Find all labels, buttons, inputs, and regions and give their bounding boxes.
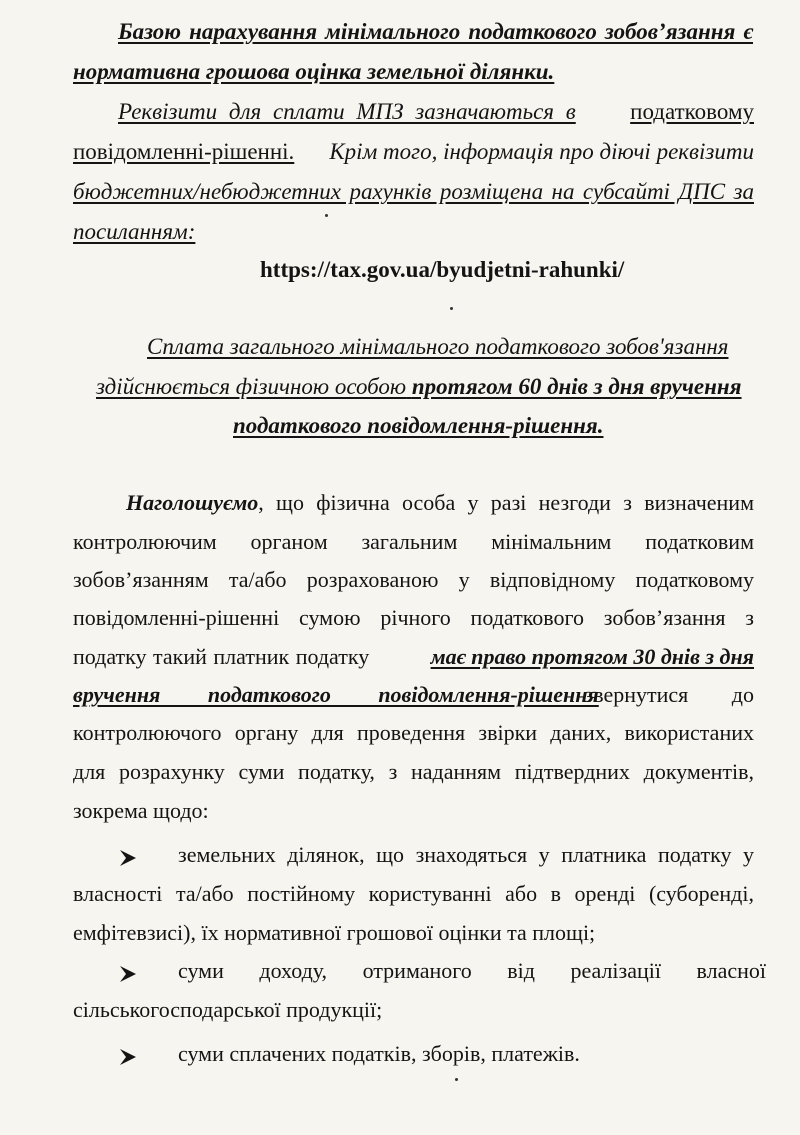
notice-line-8: для розрахунку суми податку, з наданням підтвердних документів, <box>73 759 754 784</box>
payment-line-3: податкового повідомлення-рішення. <box>233 413 604 438</box>
payment-deadline-60-days: протягом 60 днів з дня вручення <box>411 374 742 399</box>
requisites-line-1-italic: Реквізити для сплати МПЗ зазначаються в <box>118 99 576 124</box>
notice-line-6 <box>73 684 754 706</box>
requisites-line-4: посиланням: <box>73 219 196 244</box>
bullet-1-line-2: власності та/або постійному користуванні або в оренді (суборенді, <box>73 881 754 906</box>
payment-line-2-italic: здійснюється фізичною особою <box>96 374 407 399</box>
requisites-line-1 <box>118 100 754 123</box>
budget-accounts-link[interactable]: https://tax.gov.ua/byudjetni-rahunki/ <box>260 257 625 282</box>
requisites-line-2 <box>73 140 754 163</box>
notice-delivery-emphasis: вручення податкового повідомлення-рішення <box>73 682 599 707</box>
bullet-1-line-3: емфітевзисі), їх нормативної грошової оцінки та площі; <box>73 920 596 945</box>
notice-line-3: зобов’язанням та/або розрахованою у відповідному податковому <box>73 567 754 592</box>
speck-mark <box>455 1078 458 1081</box>
requisites-line-1-plain: податковому <box>630 99 754 124</box>
requisites-line-3: бюджетних/небюджетних рахунків розміщена на субсайті ДПС за <box>73 179 754 204</box>
speck-mark <box>325 214 328 217</box>
notice-line-9: зокрема щодо: <box>73 798 209 823</box>
requisites-line-2-plain: повідомленні-рішенні. <box>73 139 295 164</box>
bullet-2-line-2: сільськогосподарської продукції; <box>73 997 383 1022</box>
notice-line-4: повідомленні-рішенні сумою річного податкового зобов’язання з <box>73 605 754 630</box>
notice-line-2: контролюючим органом загальним мінімальним податковим <box>73 529 754 554</box>
notice-line-7: контролюючого органу для проведення звірки даних, використаних <box>73 720 754 745</box>
payment-line-2 <box>96 375 742 398</box>
notice-line-6-plain: звернутися до <box>584 682 754 707</box>
right-30-days-emphasis: має право протягом 30 днів з дня <box>430 644 754 669</box>
requisites-line-2-italic: Крім того, інформація про діючі реквізити <box>329 139 754 164</box>
bullet-1-line-1: земельних ділянок, що знаходяться у платника податку у <box>178 842 754 867</box>
arrowhead-bullet-icon <box>118 964 138 984</box>
bullet-3-line-1: суми сплачених податків, зборів, платежів. <box>178 1041 580 1066</box>
arrowhead-bullet-icon <box>118 848 138 868</box>
notice-line-5 <box>73 646 754 668</box>
payment-line-1: Сплата загального мінімального податкового зобов'язання <box>147 334 729 359</box>
notice-emphasis: Наголошуємо <box>126 490 259 515</box>
notice-line-1-rest: , що фізична особа у разі незгоди з визначеним <box>258 490 754 515</box>
notice-line-1 <box>126 492 754 514</box>
arrowhead-bullet-icon <box>118 1047 138 1067</box>
notice-line-5-plain: податку такий платник податку <box>73 644 370 669</box>
speck-mark <box>450 307 453 310</box>
base-calc-line-2: нормативна грошова оцінка земельної ділянки. <box>73 59 555 84</box>
bullet-2-line-1: суми доходу, отриманого від реалізації власної <box>178 958 766 983</box>
base-calc-line-1: Базою нарахування мінімального податкового зобов’язання є <box>118 19 753 44</box>
